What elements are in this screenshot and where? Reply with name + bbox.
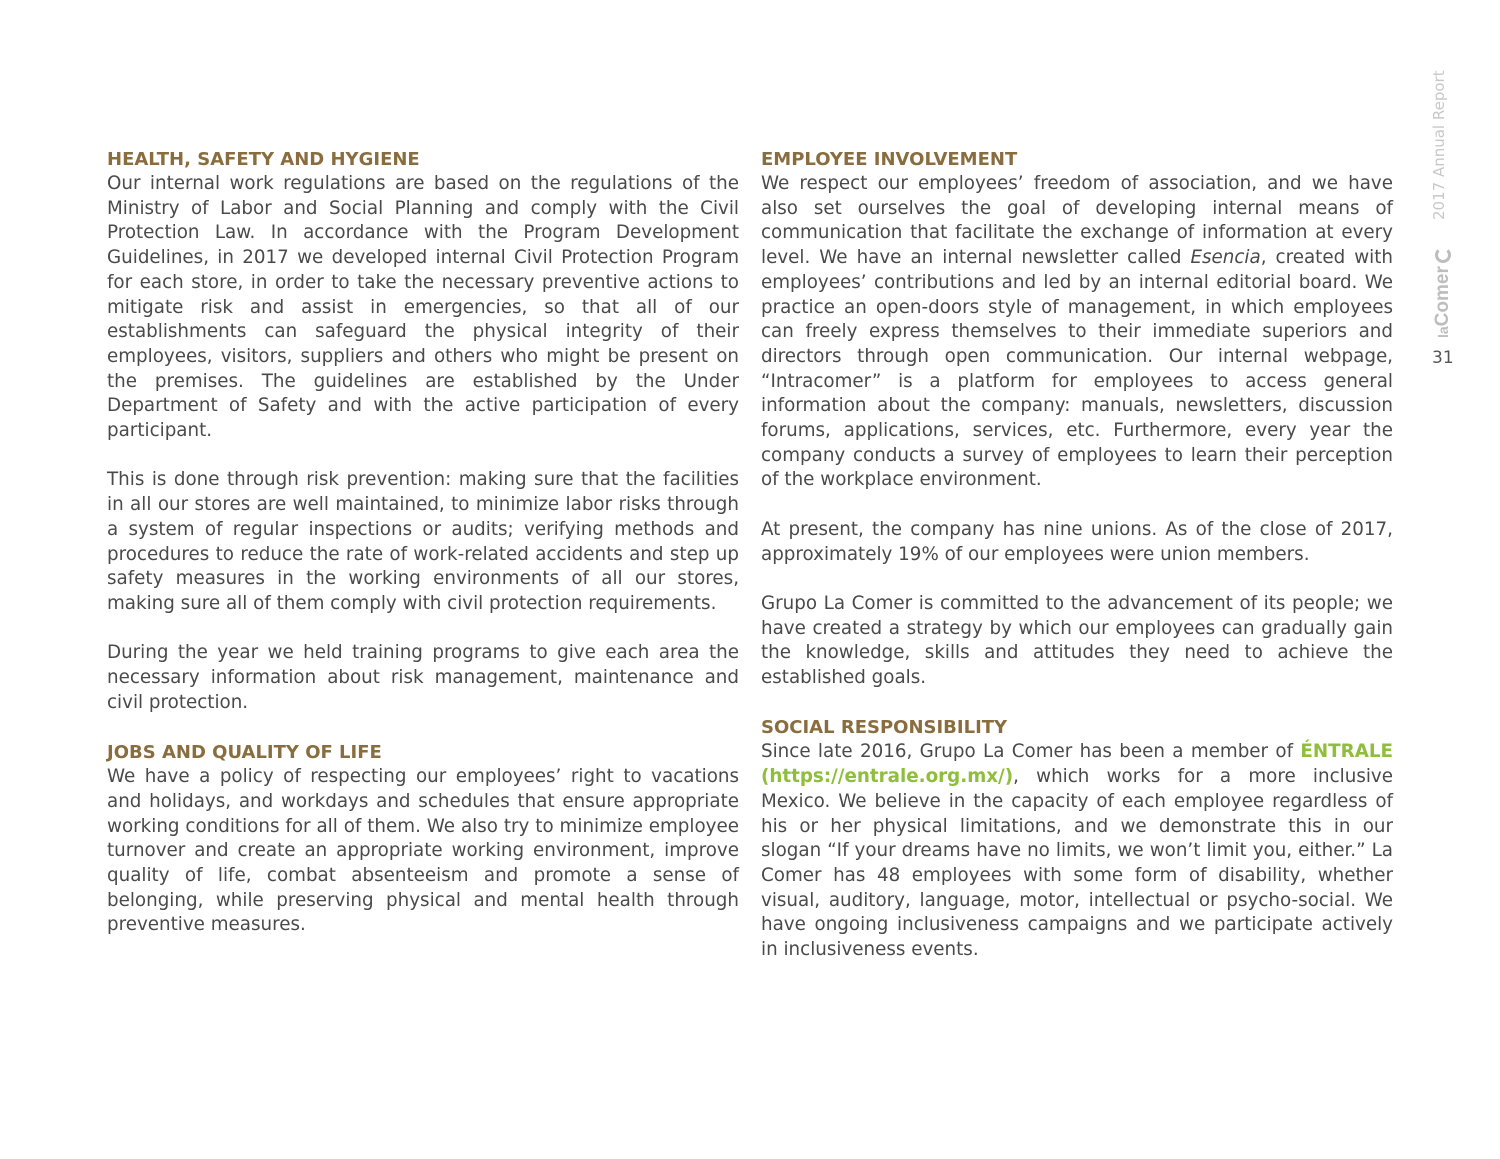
page-number: 31	[1432, 348, 1454, 368]
paragraph	[761, 740, 1393, 962]
logo-mark-icon	[1435, 247, 1451, 263]
newsletter-name: Esencia	[1190, 247, 1261, 269]
logo-comer: Comer	[1432, 266, 1453, 327]
paragraph: During the year we held training programs to give each area the necessary information about risk management, maintenance and civil protection.	[107, 642, 739, 713]
right-column	[761, 147, 1393, 963]
heading-social-responsibility: SOCIAL RESPONSIBILITY	[761, 717, 1008, 739]
logo-la: la	[1435, 326, 1451, 338]
heading-health-safety: HEALTH, SAFETY AND HYGIENE	[107, 149, 420, 170]
paragraph: We have a policy of respecting our employees’ right to vacations and holidays, and workdays and schedules that ensure appropriate working conditions for all of them. We also try to minimize employee turnover and create an appropriate working environment, improve quality of life, combat absenteeism and promote a sense of belonging, while preserving physical and mental health through preventive measures.	[107, 766, 739, 936]
paragraph: Our internal work regulations are based on the regulations of the Ministry of Labor and Social Planning and comply with the Civil Protection Law. In accordance with the Program Development Guidelines, in 2017 we developed internal Civil Protection Program for each store, in order to take the necessary preventive actions to mitigate risk and assist in emergencies, so that all of our establishments can safeguard the physical integrity of their employees, visitors, suppliers and others who might be present on the premises. The guidelines are established by the Under Department of Safety and with the active participation of every participant.	[107, 173, 739, 442]
paragraph: At present, the company has nine unions. As of the close of 2017, approximately 19% of our employees were union members.	[761, 518, 1393, 565]
left-column	[107, 147, 739, 938]
entrale-link[interactable]: ÉNTRALE (https://entrale.org.mx/)	[761, 741, 1393, 788]
paragraph: This is done through risk prevention: making sure that the facilities in all our stores are well maintained, to minimize labor risks through a system of regular inspections or audits; verifying methods and procedures to reduce the rate of work-related accidents and step up safety measures in the working environments of all our stores, making sure all of them comply with civil protection requirements.	[107, 469, 739, 614]
paragraph: Grupo La Comer is committed to the advancement of its people; we have created a strategy by which our employees can gradually gain the knowledge, skills and attitudes they need to achieve the established goals.	[761, 592, 1393, 689]
paragraph	[761, 172, 1393, 493]
text-run: Since late 2016, Grupo La Comer has been a member of	[761, 741, 1301, 763]
text-run: , which works for a more inclusive Mexico. We believe in the capacity of each employee regardless of his or her physical limitations, and we demonstrate this in our slogan “If your dreams have no limits, we won’t limit you, either.” La Comer has 48 employees with some form of disability, whether visual, auditory, language, motor, intellectual or psycho-social. We have ongoing inclusiveness campaigns and we participate actively in inclusiveness events.	[761, 766, 1393, 961]
lacomer-logo	[1432, 247, 1454, 338]
heading-jobs-quality: JOBS AND QUALITY OF LIFE	[107, 742, 382, 764]
heading-employee-involvement: EMPLOYEE INVOLVEMENT	[761, 149, 1018, 170]
text-run: , created with employees’ contributions and led by an internal editorial board. We practice an open-doors style of management, in which employees can freely express themselves to their immediate superiors and directors through open communication. Our internal webpage, “Intracomer” is a platform for employees to access general information about the company: manuals, newsletters, discussion forums, applications, services, etc. Furthermore, every year the company conducts a survey of employees to learn their perception of the workplace environment.	[761, 247, 1393, 491]
report-title: 2017 Annual Report	[1430, 70, 1448, 220]
text-run: We respect our employees’ freedom of association, and we have also set ourselves the goal of developing internal means of communication that facilitate the exchange of information at every level. We have an internal newsletter called	[761, 173, 1393, 269]
